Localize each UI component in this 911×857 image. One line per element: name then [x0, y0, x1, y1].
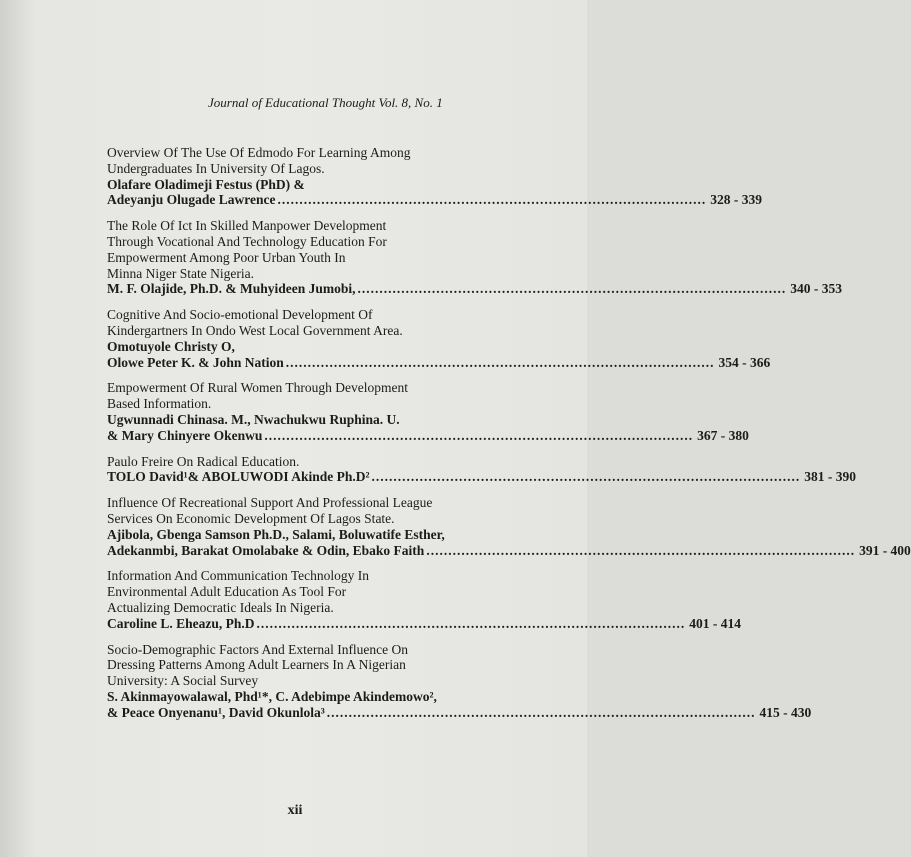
final-author: M. F. Olajide, Ph.D. & Muhyideen Jumobi,	[107, 281, 356, 297]
article-title-line: Paulo Freire On Radical Education.	[107, 453, 300, 469]
dot-leader: ..................................................................................................	[285, 354, 715, 370]
final-author: Olowe Peter K. & John Nation	[107, 354, 284, 370]
author-pages-line	[107, 192, 763, 208]
journal-header: Journal of Educational Thought Vol. 8, No. 1	[208, 95, 443, 110]
author-pages-line	[107, 427, 749, 444]
author-pages-line	[107, 704, 812, 721]
article-title-line: Socio-Demographic Factors And External Influence On	[107, 641, 409, 657]
article-title-line: Environmental Adult Education As Tool For	[107, 584, 347, 600]
toc-entry	[107, 568, 742, 631]
author-line: Ajibola, Gbenga Samson Ph.D., Salami, Boluwatife Esther,	[107, 526, 445, 542]
toc-entry	[107, 453, 857, 486]
article-title-line: Based Information.	[107, 396, 212, 412]
article-title-line: Information And Communication Technology In	[107, 568, 370, 584]
page-range: 401 - 414	[689, 615, 742, 631]
author-pages-line	[107, 615, 742, 632]
toc-entry	[107, 145, 763, 208]
final-author: Adekanmbi, Barakat Omolabake & Odin, Ebako Faith	[107, 542, 425, 558]
article-title-line: Minna Niger State Nigeria.	[107, 265, 254, 281]
article-title-line: Cognitive And Socio-emotional Development Of	[107, 307, 373, 323]
author-line: Omotuyole Christy O,	[107, 338, 235, 354]
article-title-line: University: A Social Survey	[107, 673, 259, 689]
page-range: 381 - 390	[804, 469, 857, 485]
page-range: 340 - 353	[790, 281, 843, 297]
author-line: S. Akinmayowalawal, Phd¹*, C. Adebimpe Akindemowo²,	[107, 688, 437, 704]
article-title-line: Services On Economic Development Of Lagos State.	[107, 510, 395, 526]
final-author: & Peace Onyenanu¹, David Okunlola³	[107, 704, 325, 720]
final-author: Adeyanju Olugade Lawrence	[107, 192, 276, 208]
dot-leader: ..................................................................................................	[371, 469, 801, 485]
article-title-line: Through Vocational And Technology Education For	[107, 233, 387, 249]
article-title-line: Influence Of Recreational Support And Professional League	[107, 495, 433, 511]
article-title-line: The Role Of Ict In Skilled Manpower Development	[107, 218, 387, 234]
page-range: 391 - 400	[859, 542, 911, 558]
toc-entry	[107, 641, 812, 721]
toc-entry	[107, 380, 749, 443]
page-range: 354 - 366	[718, 354, 771, 370]
final-author: Caroline L. Eheazu, Ph.D	[107, 615, 255, 631]
author-line: Olafare Oladimeji Festus (PhD) &	[107, 176, 305, 192]
article-title-line: Empowerment Among Poor Urban Youth In	[107, 249, 346, 265]
page-range: 328 - 339	[710, 192, 763, 208]
toc-entry	[107, 218, 843, 297]
page-range: 415 - 430	[759, 704, 812, 720]
toc-entry	[107, 307, 771, 370]
dot-leader: ..................................................................................................	[426, 542, 856, 558]
page-range: 367 - 380	[697, 427, 749, 443]
author-pages-line	[107, 281, 843, 297]
author-line: Ugwunnadi Chinasa. M., Nwachukwu Ruphina. U.	[107, 411, 400, 427]
dot-leader: ..................................................................................................	[264, 427, 694, 443]
page-number: xii	[287, 803, 303, 818]
dot-leader: ..................................................................................................	[256, 615, 686, 631]
toc-entry	[107, 495, 911, 558]
table-of-contents	[107, 145, 911, 731]
article-title-line: Empowerment Of Rural Women Through Development	[107, 380, 408, 396]
dot-leader: ..................................................................................................	[326, 704, 756, 720]
dot-leader: ..................................................................................................	[357, 281, 787, 297]
article-title-line: Overview Of The Use Of Edmodo For Learning Among	[107, 145, 411, 160]
article-title-line: Kindergartners In Ondo West Local Government Area.	[107, 322, 403, 338]
author-pages-line	[107, 469, 857, 485]
article-title-line: Undergraduates In University Of Lagos.	[107, 160, 325, 176]
dot-leader: ..................................................................................................	[277, 192, 707, 208]
article-title-line: Dressing Patterns Among Adult Learners In A Nigerian	[107, 657, 406, 673]
final-author: TOLO David¹& ABOLUWODI Akinde Ph.D²	[107, 469, 370, 485]
final-author: & Mary Chinyere Okenwu	[107, 427, 263, 443]
article-title-line: Actualizing Democratic Ideals In Nigeria.	[107, 599, 334, 615]
author-pages-line	[107, 542, 911, 559]
author-pages-line	[107, 354, 771, 371]
